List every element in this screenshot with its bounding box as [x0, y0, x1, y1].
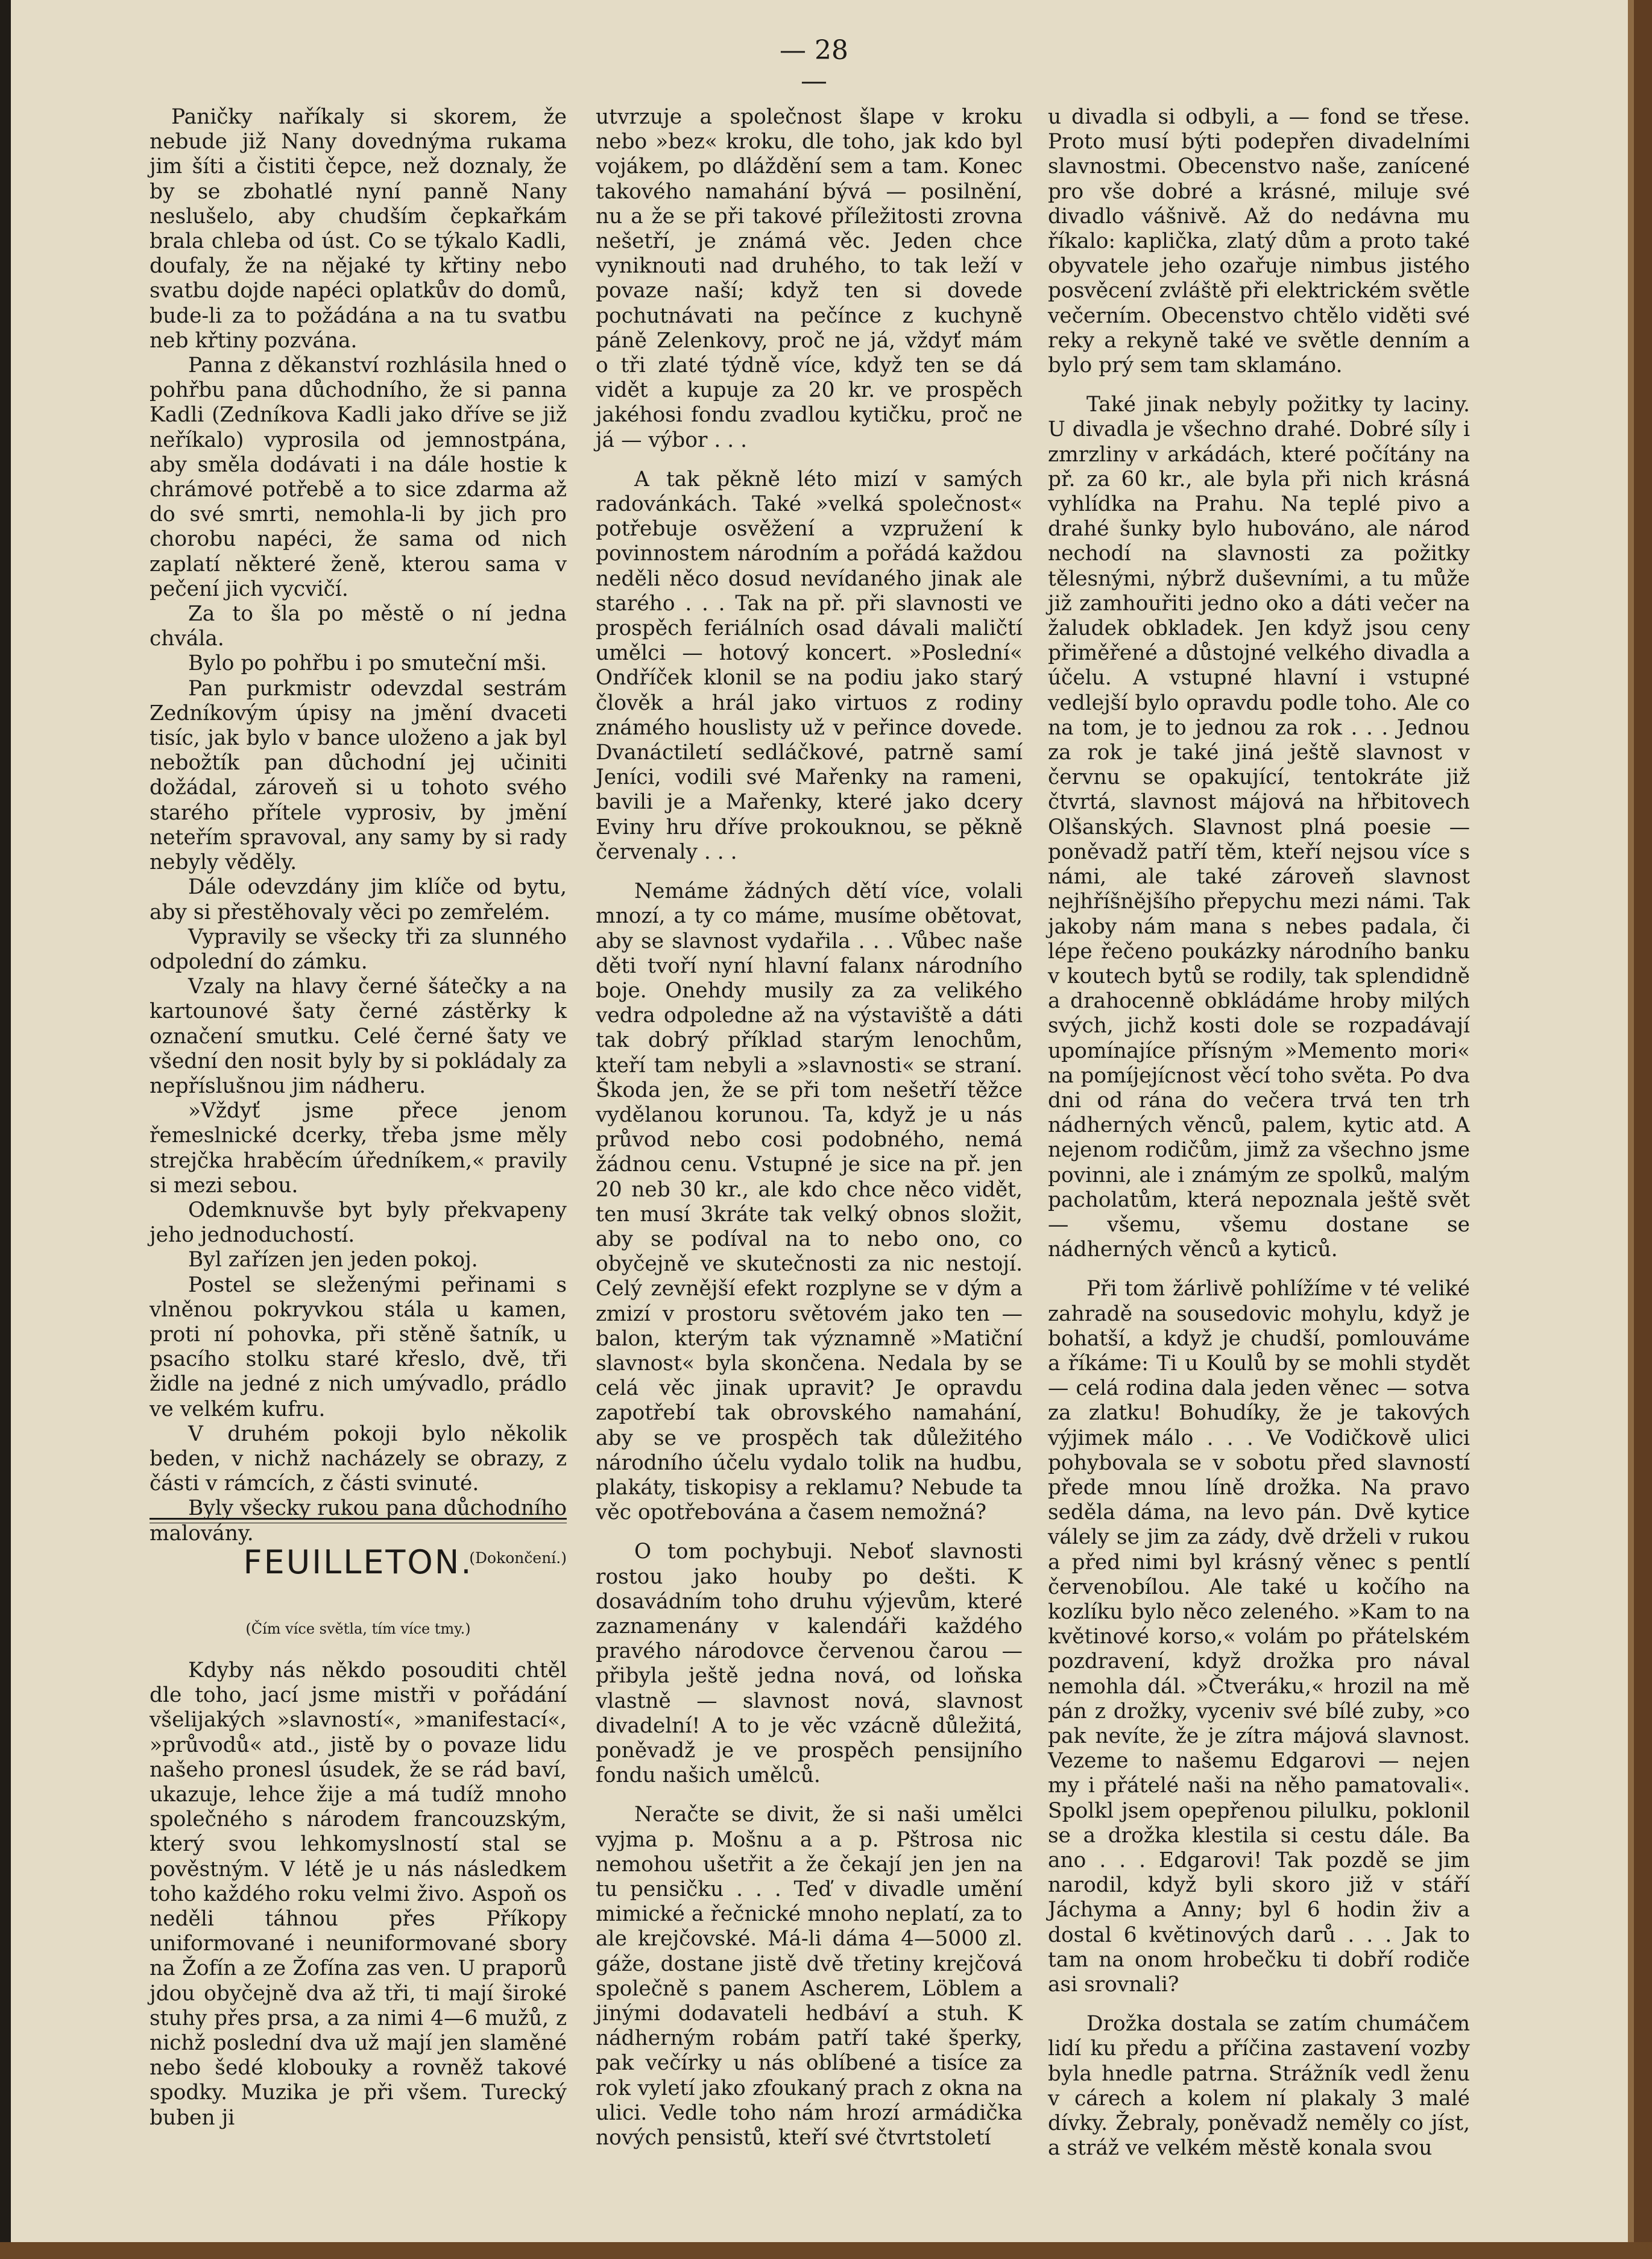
paragraph: Dále odevzdány jim klíče od bytu, aby si přestěhovaly věci po zemřelém. [150, 875, 567, 924]
paragraph: u divadla si odbyli, a — fond se třese. Proto musí býti podepřen divadelními slavnostmi. Obecenstvo naše, zanícené pro vše dobré a krásné, miluje své divadlo vášnivě. Až do nedávna mu říkalo: kaplička, zlatý dům a proto také obyvatele jeho ozařuje nimbus jistého posvěcení zvláště při elektrickém světle večerním. Obecenstvo chtělo viděti své reky a rekyně také ve světle denním a bylo prý sem tam sklamáno. [1048, 105, 1470, 378]
scan-edge-left [0, 0, 11, 2259]
paragraph: Neračte se divit, že si naši umělci vyjma p. Mošnu a a p. Pštrosa nic nemohou ušetřit a že čekají jen jen na tu pensičku . . . Teď v divadle umění mimické a řečnické mnoho neplatí, za to ale krejčovské. Má-li dáma 4—5000 zl. gáže, dostane jistě dvě třetiny krejčová společně s panem Ascherem, Löblem a jinými dodavateli hedbáví a stuh. K nádherným robám patří také šperky, pak večírky u nás oblíbené a tisíce za rok vyletí jako zfoukaný prach z okna na ulici. Vedle toho nám hrozí armádička nových pensistů, kteří své čtvrtstoletí [596, 1802, 1023, 2150]
paragraph: utvrzuje a společnost šlape v kroku nebo »bez« kroku, dle toho, jak kdo byl vojákem, po dláždění sem a tam. Konec takového namahání bývá — posilnění, nu a že se při takové příležitosti zrovna nešetří, je známá věc. Jeden chce vyniknouti nad druhého, to tak leží v povaze naší; když ten si dovede pochutnávati na pečínce z kuchyně páně Zelenkovy, proč ne já, vždyť mám o tři zlaté týdně více, když ten se dá vidět a kupuje za 20 kr. ve prospěch jakéhosi fondu zvadlou kytičku, proč ne já — výbor . . . [596, 105, 1023, 452]
paragraph: Vzaly na hlavy černé šátečky a na kartounové šaty černé zástěrky k označení smutku. Celé černé šaty ve všední den nosit byly by si pokládaly za nepříslušnou jim nádheru. [150, 975, 567, 1098]
paragraph: Pan purkmistr odevzdal sestrám Zedníkovým úpisy na jmění dvaceti tisíc, jak bylo v bance uloženo a jak byl nebožtík pan důchodní jej učiniti dožádal, zároveň si u tohoto svého starého přítele vyprosiv, by jmění neteřím spravoval, any samy by si rady nebyly věděly. [150, 676, 567, 875]
paragraph: Nemáme žádných dětí více, volali mnozí, a ty co máme, musíme obětovat, aby se slavnost vydařila . . . Vůbec naše děti tvoří nyní hlavní falanx národního boje. Onehdy musily za za velikého vedra odpoledne až na výstaviště a dáti tak dobrý příklad starým lenochům, kteří tam nebyli a »slavnosti« se straní. Škoda jen, že se při tom nešetří těžce vydělanou korunou. Ta, když je u nás průvod nebo cosi podobného, nemá žádnou cenu. Vstupné je sice na př. jen 20 neb 30 kr., ale kdo chce něco vidět, ten musí 3kráte tak velký obnos složit, aby se podíval na to nebo ono, co obyčejně ve skutečnosti za nic nestojí. Celý zevnější efekt rozplyne se v dým a zmizí v prostoru světovém jako ten — balon, kterým tak významně »Matiční slavnost« byla skončena. Nedala by se celá věc jinak upravit? Je opravdu zapotřebí tak obrovského namahání, aby se ve prospěch tak důležitého národního účelu vydalo tolik na hudbu, plakáty, tiskopisy a reklamu? Nebude ta věc opotřebována a časem nemožná? [596, 879, 1023, 1525]
paragraph: V druhém pokoji bylo několik beden, v nichž nacházely se obrazy, z části v rámcích, z části svinuté. [150, 1421, 567, 1496]
feuilleton-column-start [150, 1658, 567, 2131]
column-3 [1048, 105, 1470, 2161]
section-subtitle: (Čím více světla, tím více tmy.) [245, 1620, 471, 1637]
paragraph: Při tom žárlivě pohlížíme v té veliké zahradě na sousedovic mohylu, když je bohatší, a když je chudší, pomlouváme a říkáme: Ti u Koulů by se mohli stydět — celá rodina dala jeden věnec — sotva za zlatku! Bohudíky, že je takových výjimek málo . . . Ve Vodičkově ulici pohybovala se v sobotu před slavností přede mnou líně drožka. Na pravo seděla dáma, na levo pán. Dvě kytice válely se jim za zády, dvě drželi v rukou a před nimi byl krásný věnec s pentlí červenobílou. Ale také u kočího na kozlíku bylo něco zeleného. »Kam to na květinové korso,« volám po přátelském pozdravení, když drožka pro nával nemohla dál. »Čtveráku,« hrozil na mě pán z drožky, vyceniv své bílé zuby, »co pak nevíte, že je zítra májová slavnost. Vezeme to našemu Edgarovi — nejen my i přátelé naši na něho pamatovali«. Spolkl jsem opepřenou pilulku, poklonil se a drožka klestila si cestu dále. Ba ano . . . Edgarovi! Tak pozdě se jim narodil, když byli skoro již v stáří Jáchyma a Anny; byl 6 hodin živ a dostal 6 květinových darů . . . Jak to tam na onom hrobečku ti dobří rodiče asi srovnali? [1048, 1277, 1470, 1997]
section-divider [150, 1518, 567, 1523]
paragraph: Paničky naříkaly si skorem, že nebude již Nany dovednýma rukama jim šíti a čistiti čepce, než doznaly, že by se zbohatlé nyní panně Nany neslušelo, aby chudším čepkařkám brala chleba od úst. Co se týkalo Kadli, doufaly, že na nějaké ty křtiny nebo svatbu dojde napéci oplatkův do domů, bude-li za to požádána a na tu svatbu neb křtiny pozvána. [150, 105, 567, 353]
continuation-note: (Dokončení.) [469, 1549, 567, 1567]
section-title: FEUILLETON. [243, 1543, 473, 1581]
paragraph: Bylo po pohřbu i po smuteční mši. [188, 651, 547, 676]
scan-edge-right-inner [1628, 0, 1634, 2259]
scan-edge-bottom [0, 2242, 1652, 2259]
page-number: — 28 — [780, 35, 848, 96]
column-1 [150, 105, 567, 1570]
paragraph: Kdyby nás někdo posouditi chtěl dle toho, jací jsme mistři v pořádání všelijakých »slavností«, »manifestací«, »průvodů« atd., jistě by o povaze lidu našeho pronesl úsudek, že se rád baví, ukazuje, lehce žije a má tudíž mnoho společného s národem francouzským, který svou lehkomyslností stal se pověstným. V létě je u nás následkem toho každého roku velmi živo. Aspoň os neděli táhnou přes Příkopy uniformované i neuniformované sbory na Žofín a ze Žofína zas ven. U praporů jdou obyčejně dva až tři, ti mají široké stuhy přes prsa, a za nimi 4—6 mužů, z nichž poslední dva už mají jen slaměné nebo šedé klobouky a rovněž takové spodky. Muzika je při všem. Turecký buben ji [150, 1658, 567, 2130]
paragraph: Vypravily se všecky tři za slunného odpolední do zámku. [150, 924, 567, 974]
paragraph: Drožka dostala se zatím chumáčem lidí ku předu a příčina zastavení vozby byla hnedle patrna. Strážník vedl ženu v cárech a kolem ní plakaly 3 malé dívky. Žebraly, poněvadž neměly co jíst, a stráž ve velkém městě konala svou [1048, 2012, 1470, 2161]
paragraph: O tom pochybuji. Neboť slavnosti rostou jako houby po dešti. K dosavádním toho druhu výjevům, které zaznamenány v kalendáři každého pravého národovce červenou čarou — přibyla ještě jedna nová, od loňska vlastně — slavnost nová, slavnost divadelní! A to je věc vzácně důležitá, poněvadž je ve prospěch pensijního fondu našich umělců. [596, 1540, 1023, 1788]
paragraph: A tak pěkně léto mizí v samých radovánkách. Také »velká společnost« potřebuje osvěžení a vzpružení k povinnostem národním a pořádá každou neděli něco dosud nevídaného jinak ale starého . . . Tak na př. při slavnosti ve prospěch feriálních osad dávali maličtí umělci — hotový koncert. »Poslední« Ondříček klonil se na podiu jako starý člověk a hrál jako virtuos z rodiny známého houslisty už v peřince dovede. Dvanáctiletí sedláčkové, patrně samí Jeníci, vodili své Mařenky na rameni, bavili je a Mařenky, které jako dcery Eviny hru dříve prokouknou, se pěkně červenaly . . . [596, 467, 1023, 864]
paragraph: Byly všecky rukou pana důchodního malovány. [150, 1496, 567, 1546]
column-2 [596, 105, 1023, 2150]
paragraph: Postel se sleženými peřinami s vlněnou pokryvkou stála u kamen, proti ní pohovka, při stěně šatník, u psacího stolku staré křeslo, dvě, tři židle na jedné z nich umývadlo, prádlo ve velkém kufru. [150, 1272, 567, 1421]
scan-edge-right [1634, 0, 1652, 2259]
paragraph: Také jinak nebyly požitky ty laciny. U divadla je všechno drahé. Dobré síly i zmrzliny v arkádách, které počítány na př. za 60 kr., ale byla při nich krásná vyhlídka na Prahu. Na teplé pivo a drahé šunky bylo hubováno, ale národ nechodí na slavnosti za požitky tělesnými, nýbrž duševními, a tu může již zamhouřiti jedno oko a dáti večer na žaludek obkladek. Jen když jsou ceny přiměřené a důstojné velkého divadla a účelu. A vstupné hlavní i vstupné vedlejší bylo opravdu podle toho. Ale co na tom, je to jednou za rok . . . Jednou za rok je také jiná ještě slavnost v červnu se opakující, tentokráte již čtvrtá, slavnost májová na hřbitovech Olšanských. Slavnost plná poesie — poněvadž patří těm, kteří nejsou více s námi, ale také zároveň slavnost nejhříšnějšího přepychu mezi námi. Tak jakoby nám mana s nebes padala, či lépe řečeno poukázky národního banku v koutech bytů se rodily, tak splendidně a drahocenně obkládáme hroby milých svých, jichž kosti dole se rozpadávají upomínajíce přísným »Memento mori« na pomíjejícnost věcí toho světa. Po dva dni od rána do večera trvá ten trh nádherných věnců, palem, kytic atd. A nejenom rodičům, jimž za všechno jsme povinni, ale i známým ze spolků, malým pacholatům, která nepoznala ještě svět — všemu, všemu dostane se nádherných věnců a kyticů. [1048, 393, 1470, 1262]
paragraph: Odemknuvše byt byly překvapeny jeho jednoduchostí. [150, 1198, 567, 1248]
paragraph: Byl zařízen jen jeden pokoj. [188, 1248, 478, 1272]
paragraph: Panna z děkanství rozhlásila hned o pohřbu pana důchodního, že si panna Kadli (Zedníkova Kadli jako dříve se již neříkalo) vyprosila od jemnostpána, aby směla dodávati i na dále hostie k chrámové potřebě a to sice zdarma až do své smrti, nemohla-li by jich pro chorobu napéci, že sama od nich zaplatí některé ženě, kterou sama v pečení jich vycvičí. [150, 353, 567, 601]
paragraph: Za to šla po městě o ní jedna chvála. [150, 602, 567, 651]
paragraph: »Vždyť jsme přece jenom řemeslnické dcerky, třeba jsme měly strejčka hraběcím úředníkem,« pravily si mezi sebou. [150, 1099, 567, 1198]
